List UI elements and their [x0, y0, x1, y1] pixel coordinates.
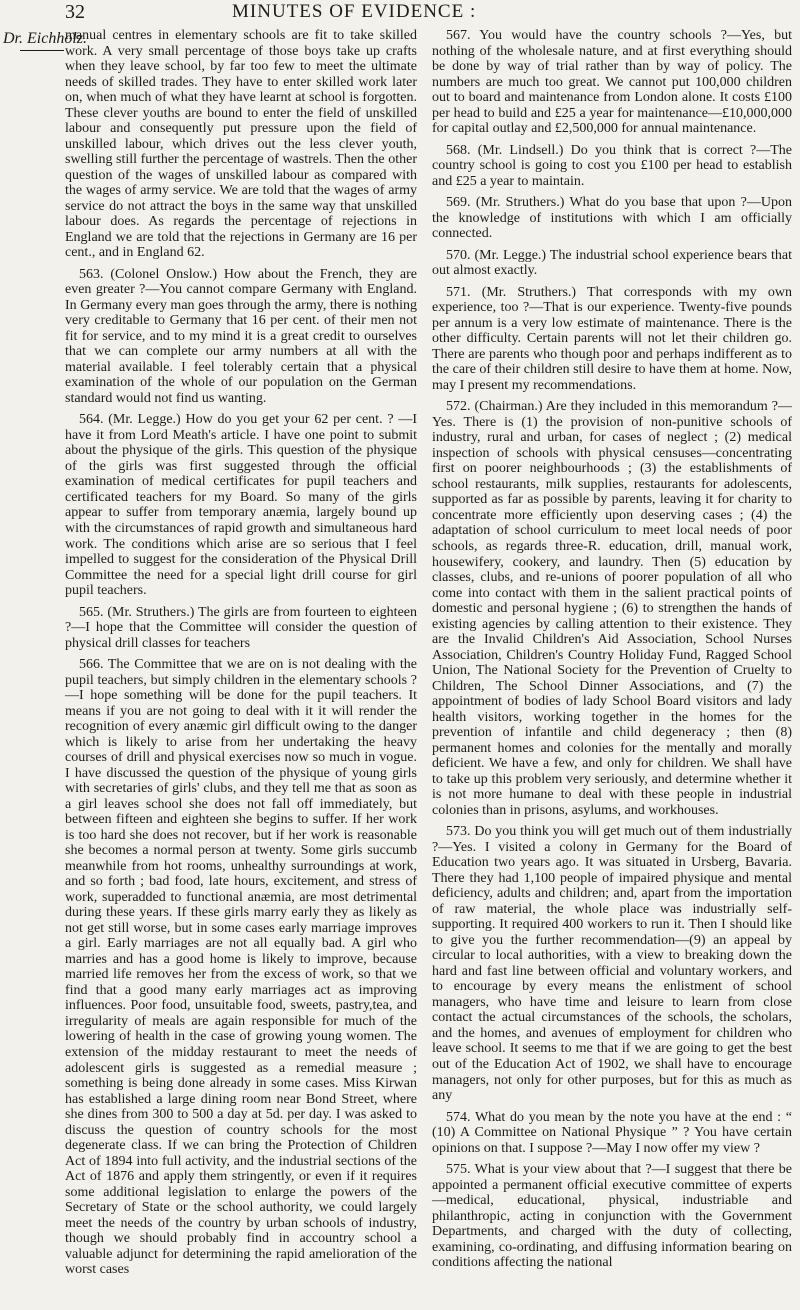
paragraph: 572. (Chairman.) Are they included in this memorandum ?—Yes. There is (1) the provision of non-punitive schools of industry, rural and urban, for cases of neglect ; (2) medical inspection of schools with physical censuses—concentrating first on poorer neighbourhoods ; (3) the establishments of school restaurants, milk supplies, restaurants for adolescents, supported as far as possible by parents, leaving it for charity to concentrate more efficiently upon deserving cases ; (4) the adaptation of school curriculum to meet local needs of poor schools, as regards three-R. education, drill, manual work, housewifery, cookery, and laundry. Then (5) education by classes, clubs, and re-unions of poorer population of all who come into contact with them in the salient practical points of domestic and personal hygiene ; (6) to strengthen the hands of existing agencies by calling attention to their existence. They are the Invalid Children's Aid Association, School Nurses Association, Children's Country Holiday Fund, Ragged School Union, The National Society for the Prevention of Cruelty to Children, The School Dinner Associations, and (7) the appointment of bodies of lady School Board visitors and lady health visitors, working together in the homes for the prevention of infantile and child degeneracy ; then (8) permanent homes and colonies for the mentally and morally deficient. We have a few, and only for children. We shall have to take up this problem very seriously, and determine whether it is not more humane to deal with these people in industrial colonies than in prisons, asylums, and workhouses. [432, 399, 792, 818]
right-column [432, 28, 792, 1277]
paragraph: 568. (Mr. Lindsell.) Do you think that is correct ?—The country school is going to cost you £100 per head to establish and £25 a year to maintain. [432, 142, 792, 189]
paragraph: 563. (Colonel Onslow.) How about the French, they are even greater ?—You cannot compare Germany with England. In Germany every man goes through the army, there is nothing very creditable to Germany that 16 per cent. of their men not fit for service, and to my mind it is a great credit to ourselves that we can complete our army numbers at all with the material available. I feel tolerably certain that a physical examination of the whole of our population on the German standard would not find us wanting. [65, 266, 417, 406]
paragraph: 570. (Mr. Legge.) The industrial school experience bears that out almost exactly. [432, 247, 792, 279]
paragraph: 567. You would have the country schools ?—Yes, but nothing of the wholesale nature, and at first everything should be done by way of trial rather than by way of policy. The numbers are much too great. We cannot put 100,000 children out to board and maintenance from London alone. It costs £100 per head to build and £25 a year for maintenance—£10,000,000 for capital outlay and £2,500,000 for annual maintenance. [432, 28, 792, 137]
margin-rule [20, 50, 64, 51]
page-number: 32 [65, 1, 85, 23]
paragraph: 575. What is your view about that ?—I suggest that there be appointed a permanent official executive committee of experts—medical, educational, physical, industriable and philanthropic, acting in conjunction with the Government Departments, and charged with the duty of collecting, examining, co-ordinating, and diffusing information bearing on conditions affecting the national [432, 1162, 792, 1271]
paragraph: 574. What do you mean by the note you have at the end : “ (10) A Committee on National Physique ” ? You have certain opinions on that. I suppose ?—May I now offer my view ? [432, 1109, 792, 1156]
left-column [65, 28, 417, 1284]
paragraph: 566. The Committee that we are on is not dealing with the pupil teachers, but simply children in the elementary schools ?—I hope something will be done for the pupil teachers. It means if you are not going to deal with it it will render the recognition of every anæmic girl difficult owing to the danger which is likely to arise from her undertaking the heavy courses of drill and physical exercises now so much in vogue. I have discussed the question of the physique of young girls with secretaries of girls' clubs, and they tell me that as soon as a girl leaves school she does not fall off immediately, but between fifteen and eighteen she begins to suffer. If her work is too hard she does not recover, but if her work is reasonable she becomes a normal person at twenty. Some girls succumb meanwhile from hot rooms, unhealthy surroundings at work, and so forth ; bad food, late hours, excitement, and stress of work, superadded to functional anæmia, are most detrimental during these years. If these girls marry early they as likely as not get still worse, but in some cases early marriage improves a girl. Early marriages are not all equally bad. A girl who marries and has a good home is likely to improve, because married life removes her from the excess of work, so that we find that a good many early marriages act as improving influences. Poor food, unsuitable food, sweets, pastry,tea, and irregularity of meals are again responsible for much of the lowering of health in the case of growing young women. The extension of the midday restaurant to meet the needs of adolescent girls is suggested as a remedial measure ; something is being done already in some cases. Miss Kirwan has established a large dining room near Bond Street, where she dines from 300 to 500 a day at 5d. per day. I was asked to discuss the question of country schools for the most degenerate class. If we can bring the Protection of Children Act of 1894 into full activity, and the industrial sections of the Act of 1876 and apply them stringently, or even if it requires some additional legislation to enlarge the powers of the Secretary of State or the school authority, we could largely meet the needs of the country by urban schools of industry, though we should probably find in accountry school a valuable adjunct for determining the rapid amelioration of the worst cases [65, 657, 417, 1278]
paragraph: 573. Do you think you will get much out of them industrially ?—Yes. I visited a colony in Germany for the Board of Education two years ago. It was situated in Ursberg, Bavaria. There they had 1,100 people of impaired physique and mental deficiency, adults and children; and, apart from the importation of raw material, the whole place was industrially self-supporting. It required 400 workers to run it. Then I should like to give you the further recommendation—(9) an appeal by circular to local authorities, with a view to breaking down the hard and fast line between official and voluntary workers, and to encourage by every means the enlistment of school managers, who have time and leisure to learn from close contact the actual circumstances of the schools, the scholars, and the homes, and avenues of employment for children who leave school. It seems to me that if we are going to get the best out of the Education Act of 1902, we shall have to encourage managers, not only for other purposes, but for this as much as any [432, 824, 792, 1104]
paragraph: 569. (Mr. Struthers.) What do you base that upon ?—Upon the knowledge of institutions with which I am officially connected. [432, 195, 792, 242]
paragraph: 565. (Mr. Struthers.) The girls are from fourteen to eighteen ?—I hope that the Committee will consider the question of physical drill classes for teachers [65, 604, 417, 651]
running-head: MINUTES OF EVIDENCE : [232, 1, 477, 22]
paragraph: 564. (Mr. Legge.) How do you get your 62 per cent. ? —I have it from Lord Meath's article. I have one point to submit about the physique of the girls. This question of the physique of the girls was first suggested through the official examination of medical certificates for pupil teachers and certificated teachers for my Board. So many of the girls appear to suffer from temporary anæmia, largely bound up with the circumstances of rapid growth and simultaneous hard work. The conditions which arise are so serious that I feel impelled to suggest for the consideration of the Physical Drill Committee the need for a special light drill course for girl pupil teachers. [65, 412, 417, 599]
paragraph: 571. (Mr. Struthers.) That corresponds with my own experience, too ?—That is our experience. Twenty-five pounds per annum is a very low estimate of maintenance. There is the other difficulty. Certain parents will not let their children go. There are parents who though poor and perhaps indifferent as to the care of their children still desire to have them at home. Now, may I present my recommendations. [432, 284, 792, 393]
paragraph: manual centres in elementary schools are fit to take skilled work. A very small percentage of those boys take up crafts when they leave school, by far too few to meet the ultimate needs of skilled trades. They have to enter skilled work later on, when much of what they have learnt at school is forgotten. These clever youths are bound to enter the field of unskilled labour and consequently put pressure upon the field of unskilled labour, which drives out the less clever youth, swelling still further the percentage of wastrels. Then the other question of the wages of unskilled labour as compared with the wages of army service. We are told that the wages of army service do not attract the boys in the same way that unskilled labour does. As regards the percentage of rejections in England we are told that the rejections in Germany are 16 per cent., and in England 62. [65, 28, 417, 261]
margin-witness-name: Dr. Eichholz. [3, 30, 87, 47]
